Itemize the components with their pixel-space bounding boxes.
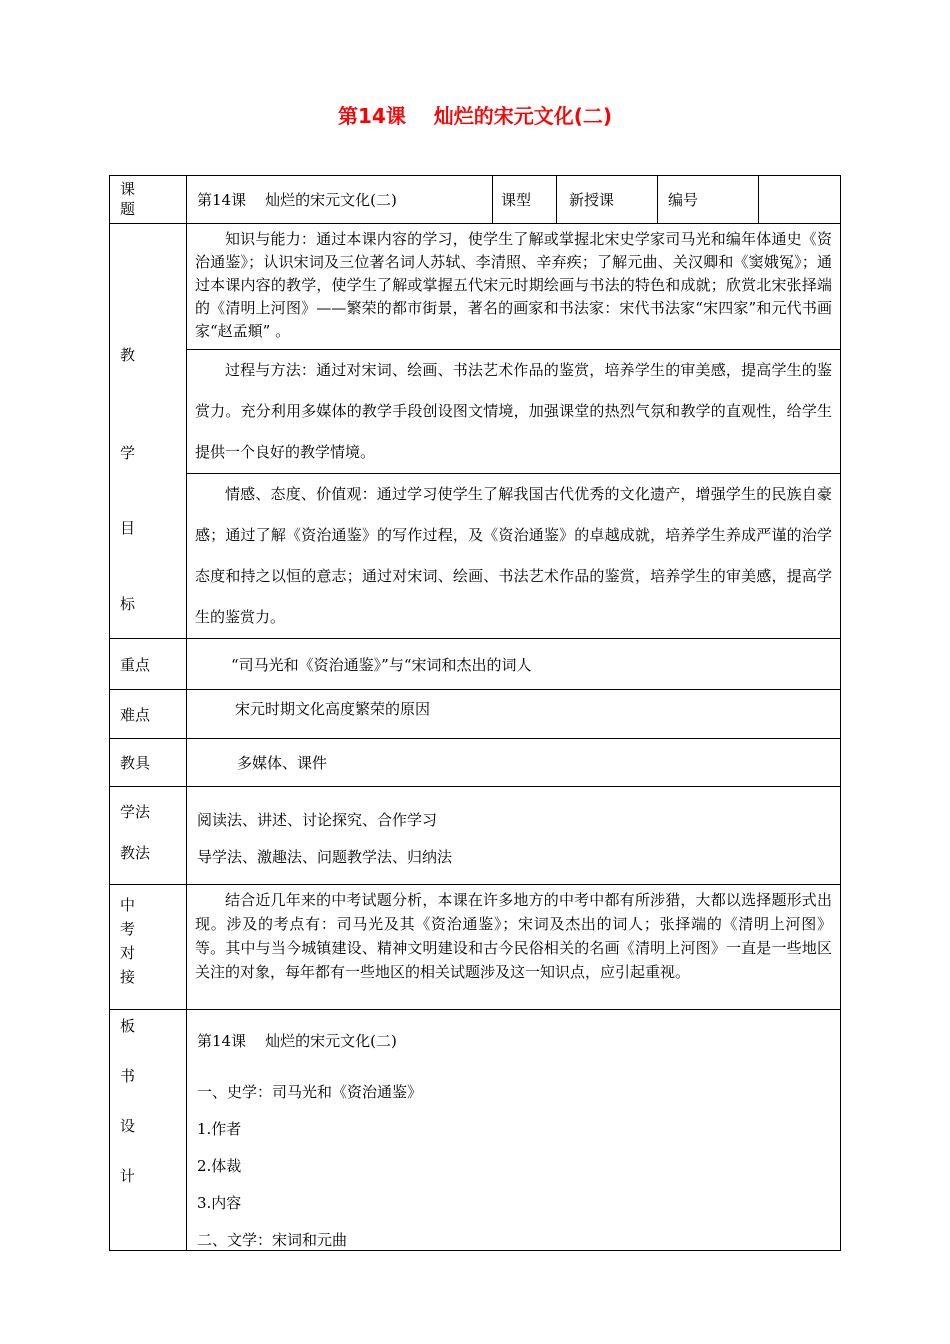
topic-value: 第14课 灿烂的宋元文化(二) (187, 176, 493, 224)
board-line-5: 3.内容 (197, 1194, 242, 1212)
board-line-3: 1.作者 (197, 1120, 242, 1138)
board-label-1: 板 (120, 1017, 136, 1035)
title-name: 灿烂的宋元文化(二) (433, 104, 612, 128)
exam-label-4: 接 (120, 968, 136, 986)
objective-process-row (110, 350, 841, 474)
methods-value-cell (187, 787, 841, 885)
board-content-cell (187, 1010, 841, 1251)
objectives-label-2: 学 (120, 444, 136, 462)
objectives-label-3: 目 (120, 519, 136, 537)
topic-label-cell (110, 176, 187, 224)
type-label: 课型 (493, 176, 557, 224)
board-row (110, 1010, 841, 1251)
exam-label-cell (110, 885, 187, 1010)
difficulty-value: 宋元时期文化高度繁荣的原因 (187, 690, 841, 739)
methods-learn: 阅读法、讲述、讨论探究、合作学习 (197, 811, 438, 829)
board-label-2: 书 (120, 1067, 136, 1085)
difficulty-label: 难点 (110, 690, 187, 739)
objective-emotion-row (110, 474, 841, 639)
objective-emotion-cell (187, 474, 841, 639)
objectives-label-1: 教 (120, 346, 136, 364)
tools-value: 多媒体、课件 (187, 739, 841, 787)
key-point-row (110, 639, 841, 690)
tools-row (110, 739, 841, 787)
number-label: 编号 (658, 176, 759, 224)
number-value (759, 176, 841, 224)
exam-row (110, 885, 841, 1010)
methods-row (110, 787, 841, 885)
methods-label-cell (110, 787, 187, 885)
board-label-4: 计 (120, 1167, 136, 1185)
objectives-label-cell (110, 224, 187, 639)
objective-emotion: 情感、态度、价值观：通过学习使学生了解我国古代优秀的文化遗产，增强学生的民族自豪感；通过了解《资治通鉴》的写作过程，及《资治通鉴》的卓越成就，培养学生养成严谨的治学态度和持之以恒的意志；通过对宋词、绘画、书法艺术作品的鉴赏，培养学生的审美感，提高学生的鉴赏力。 (195, 485, 832, 626)
exam-label-3: 对 (120, 944, 136, 962)
key-point-value: “司马光和《资治通鉴》”与“宋词和杰出的词人 (187, 639, 841, 690)
difficulty-row (110, 690, 841, 739)
board-label-3: 设 (120, 1117, 136, 1135)
topic-label-2: 题 (120, 200, 136, 218)
exam-value: 结合近几年来的中考试题分析，本课在许多地方的中考中都有所涉猎，大都以选择题形式出现。涉及的考点有：司马光及其《资治通鉴》；宋词及杰出的词人；张择端的《清明上河图》等。其中与当今城镇建设、精神文明建设和古今民俗相关的名画《清明上河图》一直是一些地区关注的对象，每年都有一些地区的相关试题涉及这一知识点，应引起重视。 (195, 891, 832, 981)
board-line-1: 第14课 灿烂的宋元文化(二) (197, 1032, 397, 1050)
header-row (110, 176, 841, 224)
lesson-plan-table (109, 175, 841, 1251)
page-title (0, 100, 950, 129)
topic-label-1: 课 (120, 180, 136, 198)
objective-process: 过程与方法：通过对宋词、绘画、书法艺术作品的鉴赏，培养学生的审美感，提高学生的鉴赏力。充分利用多媒体的教学手段创设图文情境，加强课堂的热烈气氛和教学的直观性，给学生提供一个良好的教学情境。 (195, 361, 832, 461)
objective-knowledge: 知识与能力：通过本课内容的学习，使学生了解或掌握北宋史学家司马光和编年体通史《资治通鉴》；认识宋词及三位著名词人苏轼、李清照、辛弃疾；了解元曲、关汉卿和《窦娥冤》；通过本课内容的教学，使学生了解或掌握五代宋元时期绘画与书法的特色和成就；欣赏北宋张择端的《清明上河图》——繁荣的都市街景，著名的画家和书法家：宋代书法家“宋四家”和元代书画家“赵孟頫” 。 (195, 230, 832, 340)
board-line-2: 一、史学：司马光和《资治通鉴》 (197, 1083, 423, 1101)
objective-process-cell (187, 350, 841, 474)
methods-teach: 导学法、激趣法、问题教学法、归纳法 (197, 848, 453, 866)
board-line-4: 2.体裁 (197, 1157, 242, 1175)
methods-label-1: 学法 (120, 803, 151, 821)
objective-knowledge-row (110, 224, 841, 350)
exam-label-1: 中 (120, 896, 136, 914)
title-lesson: 第14课 (338, 104, 406, 128)
type-value: 新授课 (557, 176, 658, 224)
exam-value-cell (187, 885, 841, 1010)
board-line-6: 二、文学：宋词和元曲 (197, 1231, 348, 1249)
methods-label-2: 教法 (120, 844, 151, 862)
board-label-cell (110, 1010, 187, 1251)
tools-label: 教具 (110, 739, 187, 787)
exam-label-2: 考 (120, 920, 136, 938)
key-point-label: 重点 (110, 639, 187, 690)
objectives-label-4: 标 (120, 595, 136, 613)
objective-knowledge-cell (187, 224, 841, 350)
